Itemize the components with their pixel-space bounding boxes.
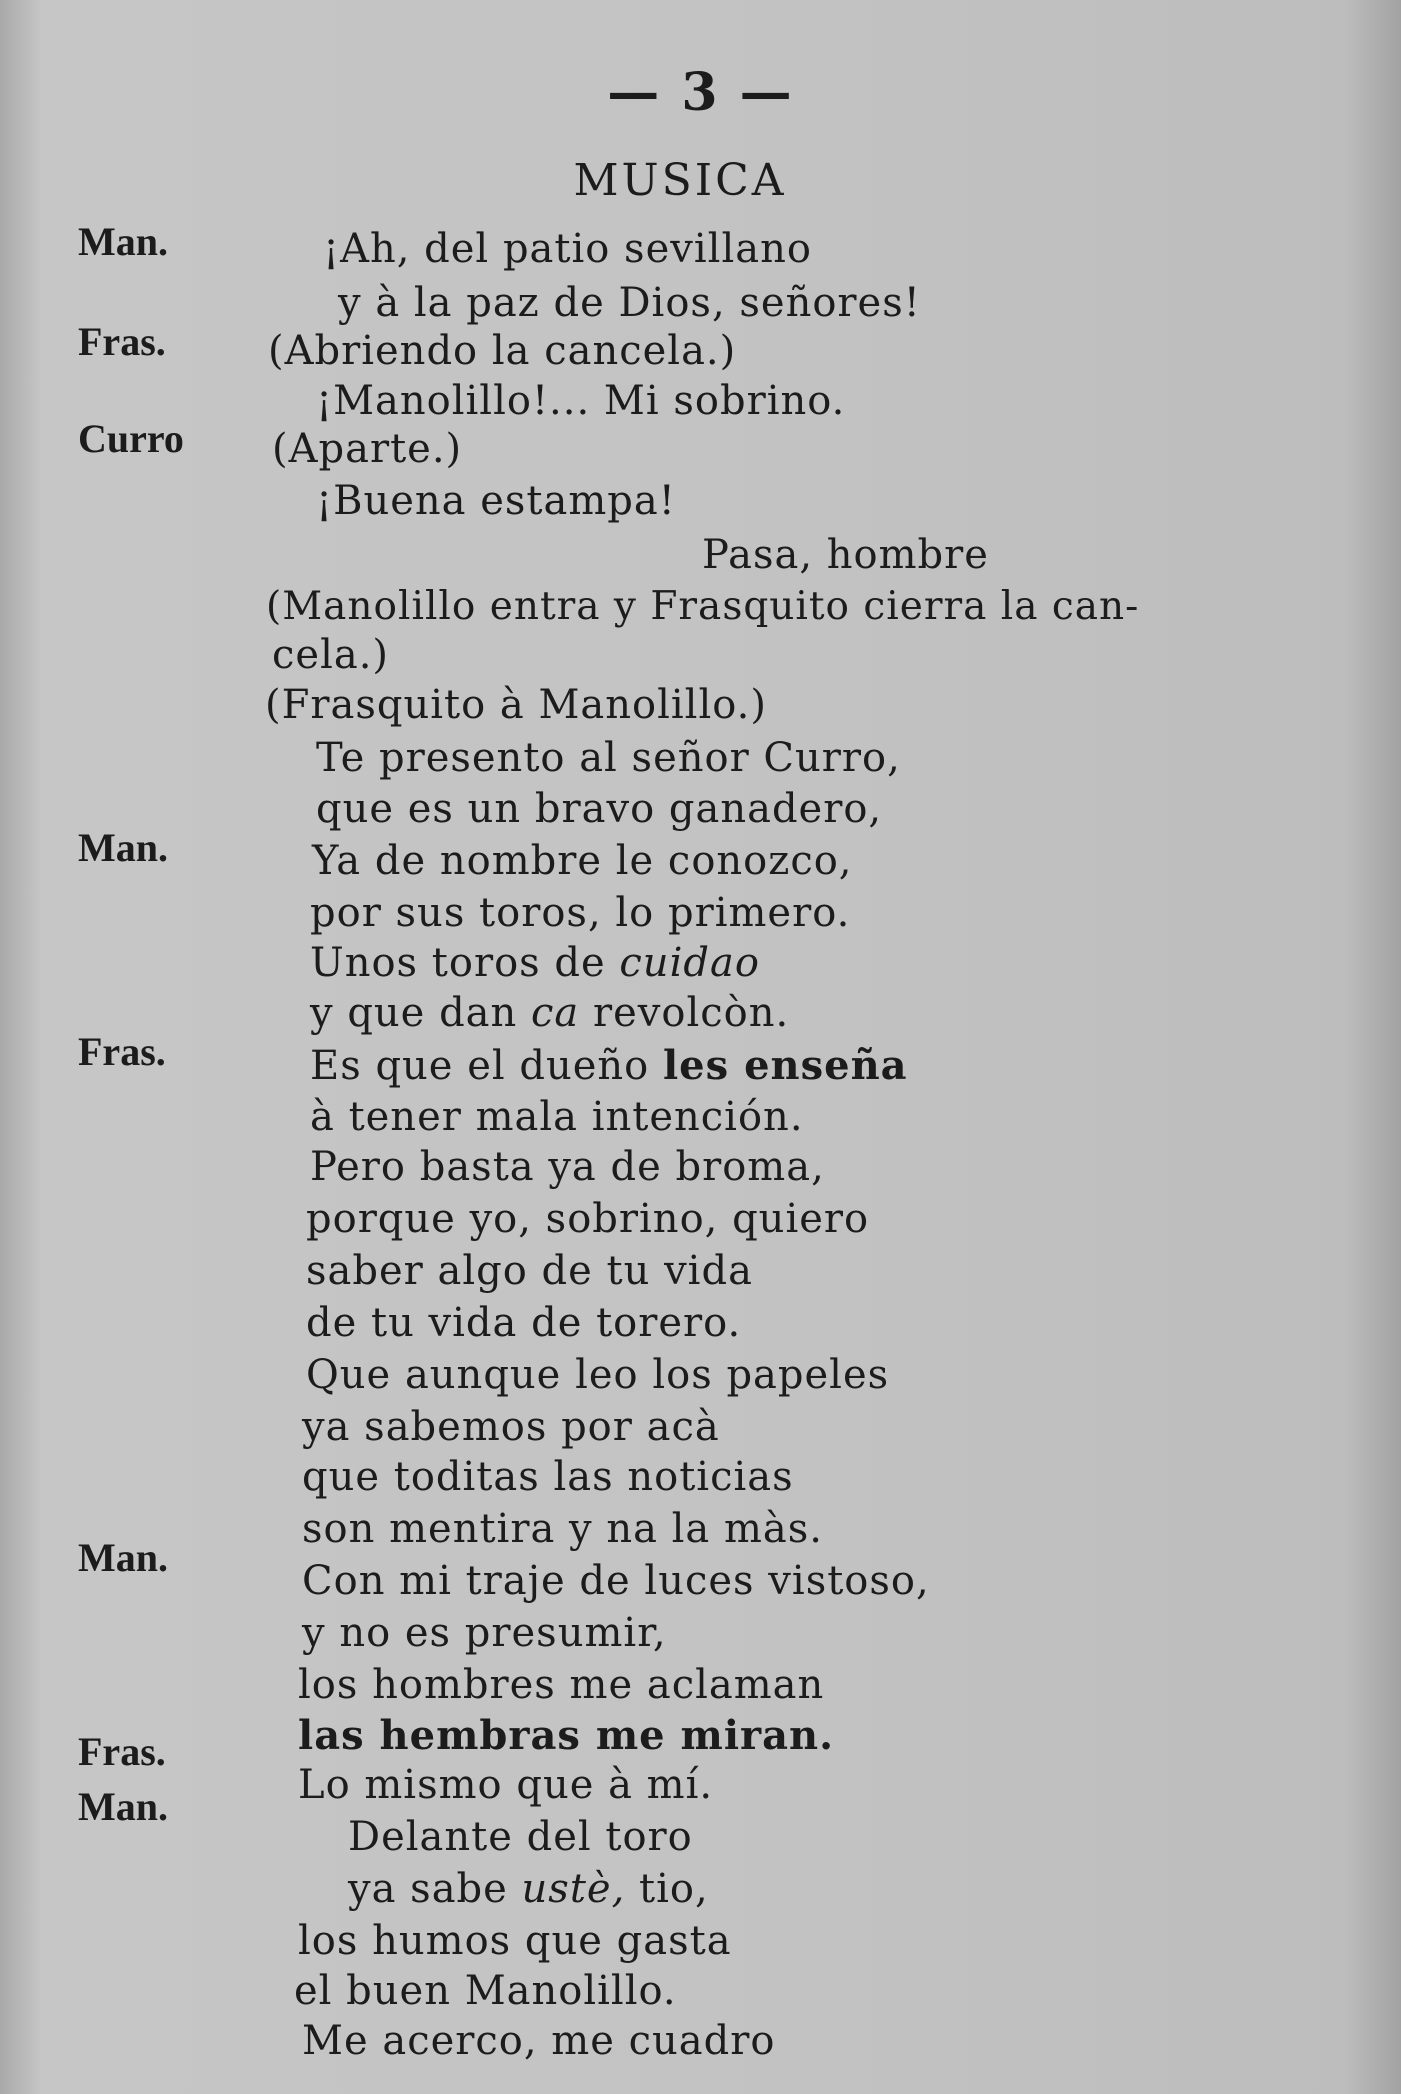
speaker-label: Curro (78, 416, 184, 461)
speaker-label: Fras. (78, 1029, 166, 1074)
verse-line: Me acerco, me cuadro (302, 2018, 776, 2064)
verse-line: que es un bravo ganadero, (316, 786, 883, 832)
verse-line: el buen Manolillo. (294, 1968, 677, 2014)
verse-line: Delante del toro (348, 1814, 693, 1860)
stage-direction: (Aparte.) (272, 426, 463, 472)
speaker-label: Man. (78, 219, 168, 264)
verse-line: Con mi traje de luces vistoso, (302, 1558, 930, 1604)
speaker-label: Fras. (78, 1729, 166, 1774)
verse-italic-word: cuidao (619, 940, 760, 986)
verse-text: tio, (639, 1866, 709, 1912)
verse-line: saber algo de tu vida (306, 1248, 753, 1294)
verse-line (310, 1042, 908, 1089)
verse-line: ¡Ah, del patio sevillano (323, 226, 812, 272)
verse-line: que toditas las noticias (302, 1454, 794, 1500)
page-number: — 3 — (607, 62, 794, 123)
verse-line (348, 1866, 709, 1912)
verse-text: ya sabe (348, 1866, 508, 1912)
verse-line: las hembras me miran. (298, 1712, 835, 1759)
verse-line: de tu vida de torero. (306, 1300, 742, 1346)
verse-text: revolcòn. (592, 990, 790, 1036)
verse-text: Es que el dueño (310, 1043, 650, 1089)
verse-line: Lo mismo que à mí. (298, 1762, 714, 1808)
verse-line: los hombres me aclaman (298, 1662, 825, 1708)
verse-text: Unos toros de (310, 940, 606, 986)
verse-line: Te presento al señor Curro, (316, 735, 901, 781)
verse-bold-words: les enseña (662, 1042, 908, 1089)
speaker-label: Fras. (78, 319, 166, 364)
stage-direction: (Abriendo la cancela.) (268, 328, 737, 374)
speaker-label: Man. (78, 1535, 168, 1580)
verse-line: y no es presumir, (302, 1610, 667, 1656)
verse-line (310, 990, 789, 1036)
verse-line: Pero basta ya de broma, (310, 1144, 825, 1190)
speaker-label: Man. (78, 825, 168, 870)
verse-line: Ya de nombre le conozco, (312, 838, 853, 884)
verse-italic-word: ustè, (521, 1866, 626, 1912)
verse-line: por sus toros, lo primero. (310, 890, 851, 936)
verse-line: porque yo, sobrino, quiero (306, 1196, 870, 1242)
section-heading: MUSICA (573, 155, 787, 206)
verse-line: Que aunque leo los papeles (306, 1352, 890, 1398)
stage-direction: cela.) (272, 632, 390, 678)
verse-line: ¡Manolillo!... Mi sobrino. (316, 378, 846, 424)
verse-text: y que dan (310, 990, 518, 1036)
speaker-label: Man. (78, 1784, 168, 1829)
verse-italic-word: ca (531, 990, 580, 1036)
stage-direction: (Manolillo entra y Frasquito cierra la can- (266, 584, 1140, 629)
verse-line: y à la paz de Dios, señores! (338, 280, 921, 326)
verse-line: son mentira y na la màs. (302, 1506, 824, 1552)
verse-line: Pasa, hombre (702, 532, 989, 578)
verse-line (310, 940, 760, 986)
verse-line: ¡Buena estampa! (316, 478, 676, 524)
stage-direction: (Frasquito à Manolillo.) (265, 682, 767, 728)
verse-line: à tener mala intención. (310, 1094, 804, 1140)
verse-line: ya sabemos por acà (302, 1404, 720, 1450)
verse-line: los humos que gasta (298, 1918, 732, 1964)
